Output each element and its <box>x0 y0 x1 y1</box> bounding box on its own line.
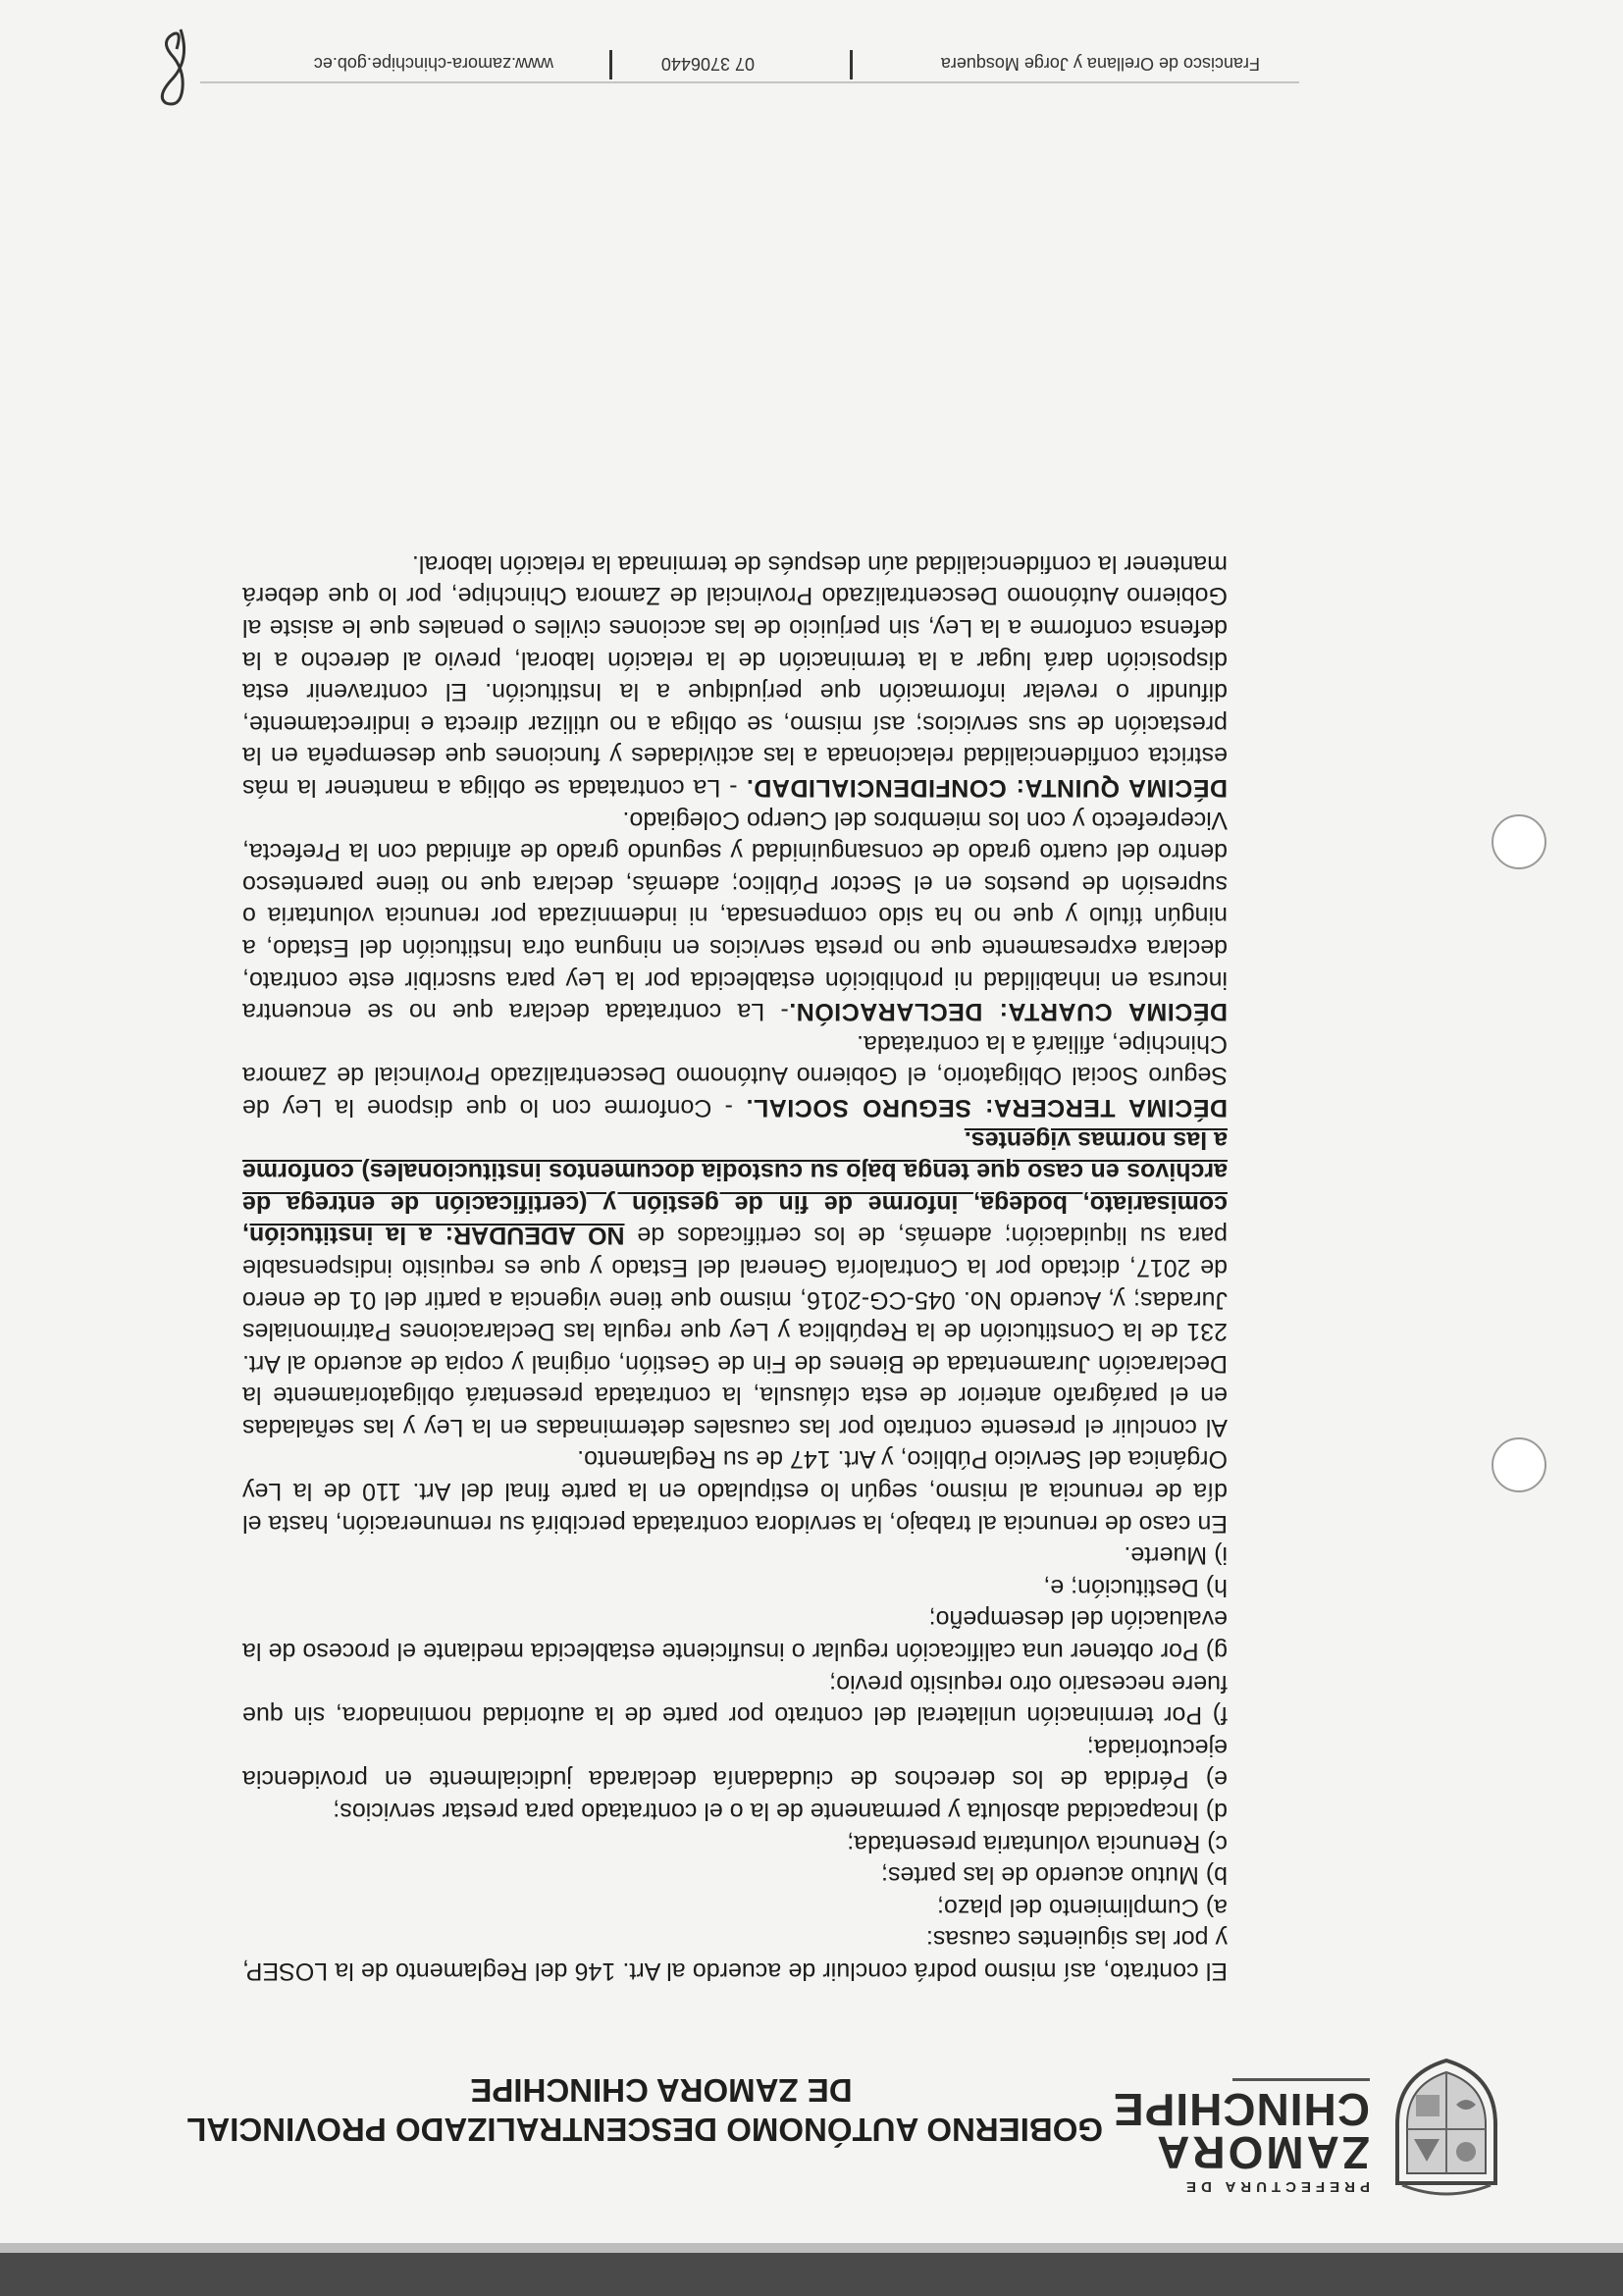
brand-line2: CHINCHIPE <box>1112 2084 1370 2135</box>
coat-of-arms-icon <box>1383 2056 1510 2203</box>
prefectura-brand <box>1112 2078 1370 2195</box>
section-13 <box>242 1027 1228 1123</box>
section-14-title: DÉCIMA CUARTA: DECLARACIÓN. <box>788 998 1228 1026</box>
footer-separator <box>850 50 853 79</box>
top-band-shadow <box>0 2243 1623 2253</box>
cause-item: g) Por obtener una calificación regular o insuficiente establecida mediante el proceso de la evaluación del desempeño; <box>242 1605 1228 1666</box>
footer-address: Francisco de Orellana y Jorge Mosquera <box>940 54 1260 74</box>
section-15-title: DÉCIMA QUINTA: CONFIDENCIALIDAD. <box>746 774 1228 803</box>
section-13-title: DÉCIMA TERCERA: SEGURO SOCIAL. <box>745 1093 1228 1122</box>
cause-item: e) Pérdida de los derechos de ciudadanía declarada judicialmente en providencia ejecutoriada; <box>242 1733 1228 1794</box>
cause-item: d) Incapacidad absoluta y permanente de la o el contratado para prestar servicios; <box>333 1798 1228 1826</box>
org-line2: DE ZAMORA CHINCHIPE <box>470 2072 853 2109</box>
cause-item: b) Mutuo acuerdo de las partes; <box>881 1861 1228 1890</box>
section-14 <box>242 804 1228 1027</box>
brand-rule <box>1232 2078 1370 2081</box>
brand-prefix: PREFECTURA DE <box>1181 2178 1370 2195</box>
binder-hole <box>1492 814 1546 869</box>
no-adeudar-text: NO ADEUDAR: a la institución, comisariato, bodega, informe de fin de gestión y (certificación de entrega de archivos en caso que tenga bajo su custodia documentos institucionales) conforme a las normas vigentes. <box>242 1125 1228 1250</box>
cause-item: i) Muerte. <box>1124 1541 1228 1570</box>
binder-hole <box>1492 1437 1546 1492</box>
top-band <box>0 2253 1623 2296</box>
section-13-text: - Conforme con lo que dispone la Ley de Seguro Social Obligatorio, el Gobierno Autónomo Descentralizado Provincial de Zamora Chinchipe, afiliará a la contratada. <box>242 1029 1228 1122</box>
section-14-text: - La contratada declara que no se encuentra incursa en inhabilidad ni prohibición establecida por la Ley para suscribir este contrato, declara expresamente que no presta servicios en ninguna otra Institución del Estado, a ningún título y que no ha sido compensada, ni indemnizada por renuncia voluntaria o supresión de puestos en el Sector Público; además, declara que no tiene parentesco dentro del cuarto grado de consanguinidad y segundo grado de afinidad con la Prefecta, Viceprefecto y con los miembros del Cuerpo Colegiado. <box>242 806 1228 1026</box>
contract-body <box>242 548 1228 1987</box>
page-footer <box>200 46 1299 83</box>
cause-item: h) Destitución; e, <box>1043 1573 1228 1601</box>
conclusion-text: Al concluir el presente contrato por las causales determinadas en la Ley y las señaladas en el parágrafo anterior de esta cláusula, la contratada presentará obligatoriamente la Declaración Juramentada de Bienes de Fin de Gestión, original y copia de acuerdo al Art. 231 de la Constitución de la República y Ley que regula las Declaraciones Patrimoniales Juradas; y, Acuerdo No. 045-CG-2016, mismo que tiene vigencia a partir del 01 de enero de 2017, dictado por la Contraloría General del Estado y que es requisito indispensable para su liquidación; además, de los certificados de <box>242 1222 1228 1441</box>
handwritten-initial-icon <box>141 20 210 108</box>
brand-line1: ZAMORA <box>1154 2127 1370 2178</box>
renuncia-paragraph: En caso de renuncia al trabajo, la servidora contratada percibirá su remuneración, hasta el día de renuncia al mismo, según lo estipulado en la parte final del Art. 110 de la Ley Orgánica del Servicio Público, y Art. 147 de su Reglamento. <box>242 1445 1228 1538</box>
intro-paragraph: El contrato, así mismo podrá concluir de acuerdo al Art. 146 del Reglamento de la LOSEP, y por las siguientes causas: <box>242 1925 1228 1985</box>
organization-title <box>186 2070 1103 2149</box>
footer-phone: 07 3706440 <box>660 54 755 74</box>
cause-item: f) Por terminación unilateral del contrato por parte de la autoridad nominadora, sin que fuere necesario otro requisito previo; <box>242 1669 1228 1730</box>
cause-item: c) Renuncia voluntaria presentada; <box>847 1829 1228 1857</box>
section-15 <box>242 548 1228 804</box>
org-line1: GOBIERNO AUTÓNOMO DESCENTRALIZADO PROVINCIAL <box>186 2112 1103 2148</box>
footer-website: www.zamora-chinchipe.gob.ec <box>313 54 553 74</box>
section-15-text: - La contratada se obliga a mantener la más estricta confidencialidad relacionada a las actividades y funciones que desempeña en la prestación de sus servicios; así mismo, se obliga a no utilizar directa e indirectamente, difundir o revelar información que perjudique a la Institución. El contravenir esta disposición dará lugar a la terminación de la relación laboral, previo al derecho a la defensa conforme a la Ley, sin perjuicio de las acciones civiles o penales que le asiste al Gobierno Autónomo Descentralizado Provincial de Zamora Chinchipe, por lo que deberá mantener la confidencialidad aún después de terminada la relación laboral. <box>242 549 1228 803</box>
conclusion-paragraph <box>242 1123 1228 1443</box>
cause-item: a) Cumplimiento del plazo; <box>937 1893 1228 1921</box>
footer-separator <box>609 50 612 79</box>
causes-list <box>242 1539 1228 1923</box>
